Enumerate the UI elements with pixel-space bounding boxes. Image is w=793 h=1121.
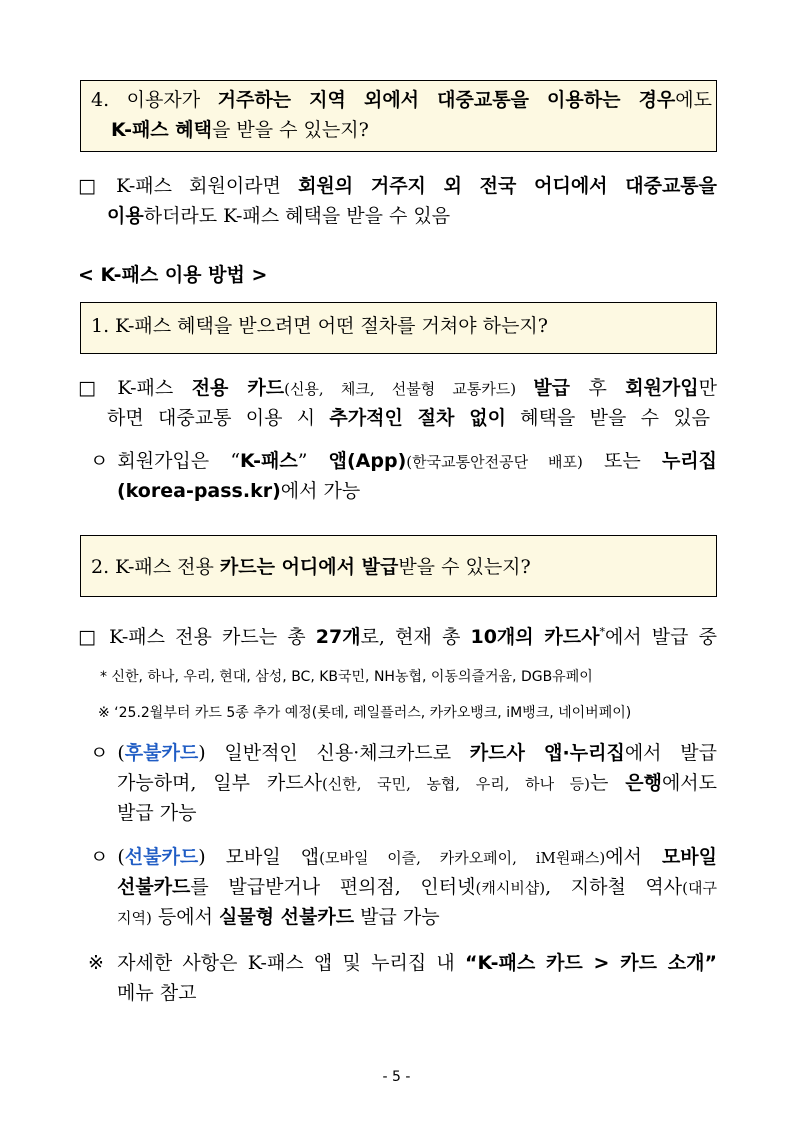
answer-2-emphasis: 10개의 카드사 [470, 626, 600, 648]
signup-line-1 [90, 446, 717, 477]
answer-1-emphasis: 추가적인 절차 없이 [329, 407, 506, 429]
postpaid-note: (신한, 국민, 농협, 우리, 하나 등) [321, 775, 590, 793]
answer-1-emphasis: 발급 [533, 377, 571, 399]
postpaid-card-label: 후불카드 [124, 742, 199, 764]
answer-1-emphasis: 전용 카드 [191, 377, 285, 399]
answer-2-line [78, 622, 717, 652]
answer-4-line-2 [107, 201, 450, 231]
signup-text: 또는 [582, 450, 662, 472]
question-2-line [91, 552, 531, 582]
postpaid-emphasis: 은행 [625, 772, 662, 794]
prepaid-note: 지역) [117, 909, 152, 927]
answer-1-text: 만 [698, 377, 717, 399]
reference-mark-icon: ※ [88, 952, 109, 974]
prepaid-text: , 지하철 역사 [545, 876, 683, 898]
question-4-text: 에도 [675, 89, 712, 111]
postpaid-emphasis: 카드사 앱·누리집 [469, 742, 625, 764]
answer-4-text: K-패스 회원이라면 [116, 175, 299, 197]
answer-2-text: 로, 현재 총 [360, 626, 471, 648]
signup-text: ” [297, 450, 329, 472]
answer-1-line-1 [78, 373, 717, 404]
postpaid-text: ( [117, 742, 125, 764]
prepaid-text: 에서 [605, 846, 662, 868]
question-4-text: 을 받을 수 있는지? [212, 119, 369, 141]
postpaid-text: 는 [590, 772, 626, 794]
card-company-footnote: * 신한, 하나, 우리, 현대, 삼성, BC, KB국민, NH농협, 이동의즐거움, DGB유페이 [100, 669, 593, 685]
prepaid-note: (대구 [682, 879, 717, 897]
question-4-emphasis: 거주하는 지역 외에서 대중교통을 이용하는 경우 [217, 89, 676, 111]
answer-1-text: K-패스 [117, 377, 192, 399]
postpaid-text: 에서 발급 [624, 742, 717, 764]
answer-1-note: (신용, 체크, 선불형 교통카드) [284, 380, 534, 398]
prepaid-emphasis: 선불카드 [117, 876, 191, 898]
reference-line-1 [88, 948, 717, 978]
square-bullet-icon: □ [78, 377, 109, 399]
answer-4-emphasis: 회원의 거주지 외 전국 어디에서 대중교통을 [298, 175, 718, 197]
signup-text: 회원가입은 “ [117, 450, 241, 472]
signup-note: (한국교통안전공단 배포) [406, 453, 583, 471]
postpaid-text: 가능하며, 일부 카드사 [117, 772, 322, 794]
question-2-text: 받을 수 있는지? [398, 556, 531, 578]
prepaid-emphasis: 실물형 선불카드 [219, 906, 355, 928]
reference-line-2: 메뉴 참고 [117, 982, 197, 1004]
prepaid-card-label: 선불카드 [124, 846, 199, 868]
footnote-marker: * [599, 625, 605, 639]
page-number: - 5 - [382, 1069, 411, 1085]
postpaid-line-2 [117, 768, 717, 799]
question-2-text: 2. K-패스 전용 [91, 556, 220, 578]
signup-text: 에서 가능 [280, 480, 361, 502]
prepaid-text: ) 모바일 앱 [198, 846, 320, 868]
answer-1-text: 하면 대중교통 이용 시 [107, 407, 330, 429]
answer-4-text: 하더라도 K-패스 혜택을 받을 수 있음 [143, 205, 451, 227]
prepaid-line-2 [117, 872, 717, 903]
square-bullet-icon: □ [78, 175, 108, 197]
question-4-text: 4. 이용자가 [91, 89, 218, 111]
signup-emphasis: 앱(App) [328, 450, 407, 472]
reference-menu-path: “K-패스 카드 > 카드 소개” [465, 952, 717, 974]
circle-bullet-icon: ㅇ [90, 846, 109, 868]
prepaid-text: ( [117, 846, 125, 868]
prepaid-note: (모바일 이즐, 카카오페이, iM원패스) [319, 849, 606, 867]
question-1-text: 1. K-패스 혜택을 받으려면 어떤 절차를 거쳐야 하는지? [91, 315, 548, 337]
question-4-line-1 [91, 85, 712, 115]
prepaid-line-3 [117, 902, 440, 933]
reference-text: 자세한 사항은 K-패스 앱 및 누리집 내 [117, 952, 466, 974]
signup-website: (korea-pass.kr) [117, 480, 281, 502]
square-bullet-icon: □ [78, 626, 101, 648]
answer-1-text: 후 [570, 377, 626, 399]
answer-1-line-2 [107, 403, 710, 433]
prepaid-text: 발급 가능 [354, 906, 440, 928]
answer-4-line-1 [78, 171, 717, 201]
circle-bullet-icon: ㅇ [90, 742, 109, 764]
prepaid-text: 등에서 [151, 906, 219, 928]
answer-2-emphasis: 27개 [315, 626, 361, 648]
card-addition-note: ※ ‘25.2월부터 카드 5종 추가 예정(롯데, 레일플러스, 카카오뱅크, iM뱅크, 네이버페이) [98, 705, 632, 721]
signup-emphasis: K-패스 [240, 450, 298, 472]
signup-emphasis: 누리집 [661, 450, 717, 472]
question-4-line-2 [111, 115, 369, 145]
prepaid-line-1 [90, 842, 717, 873]
prepaid-text: 를 발급받거나 편의점, 인터넷 [190, 876, 476, 898]
answer-4-emphasis: 이용 [107, 205, 144, 227]
answer-1-text: 혜택을 받을 수 있음 [505, 407, 710, 429]
answer-1-emphasis: 회원가입 [625, 377, 699, 399]
section-heading: < K-패스 이용 방법 > [78, 264, 268, 286]
prepaid-emphasis: 모바일 [661, 846, 717, 868]
postpaid-line-3: 발급 가능 [117, 802, 197, 824]
postpaid-text: 에서도 [661, 772, 717, 794]
signup-line-2 [117, 476, 360, 506]
postpaid-line-1 [90, 738, 717, 768]
answer-2-text: 에서 발급 중 [604, 626, 718, 648]
circle-bullet-icon: ㅇ [90, 450, 109, 472]
question-4-emphasis: K-패스 혜택 [111, 119, 212, 141]
postpaid-text: ) 일반적인 신용·체크카드로 [198, 742, 470, 764]
answer-2-text: K-패스 전용 카드는 총 [109, 626, 316, 648]
prepaid-note: (캐시비샵) [475, 879, 546, 897]
question-2-emphasis: 카드는 어디에서 발급 [219, 556, 399, 578]
